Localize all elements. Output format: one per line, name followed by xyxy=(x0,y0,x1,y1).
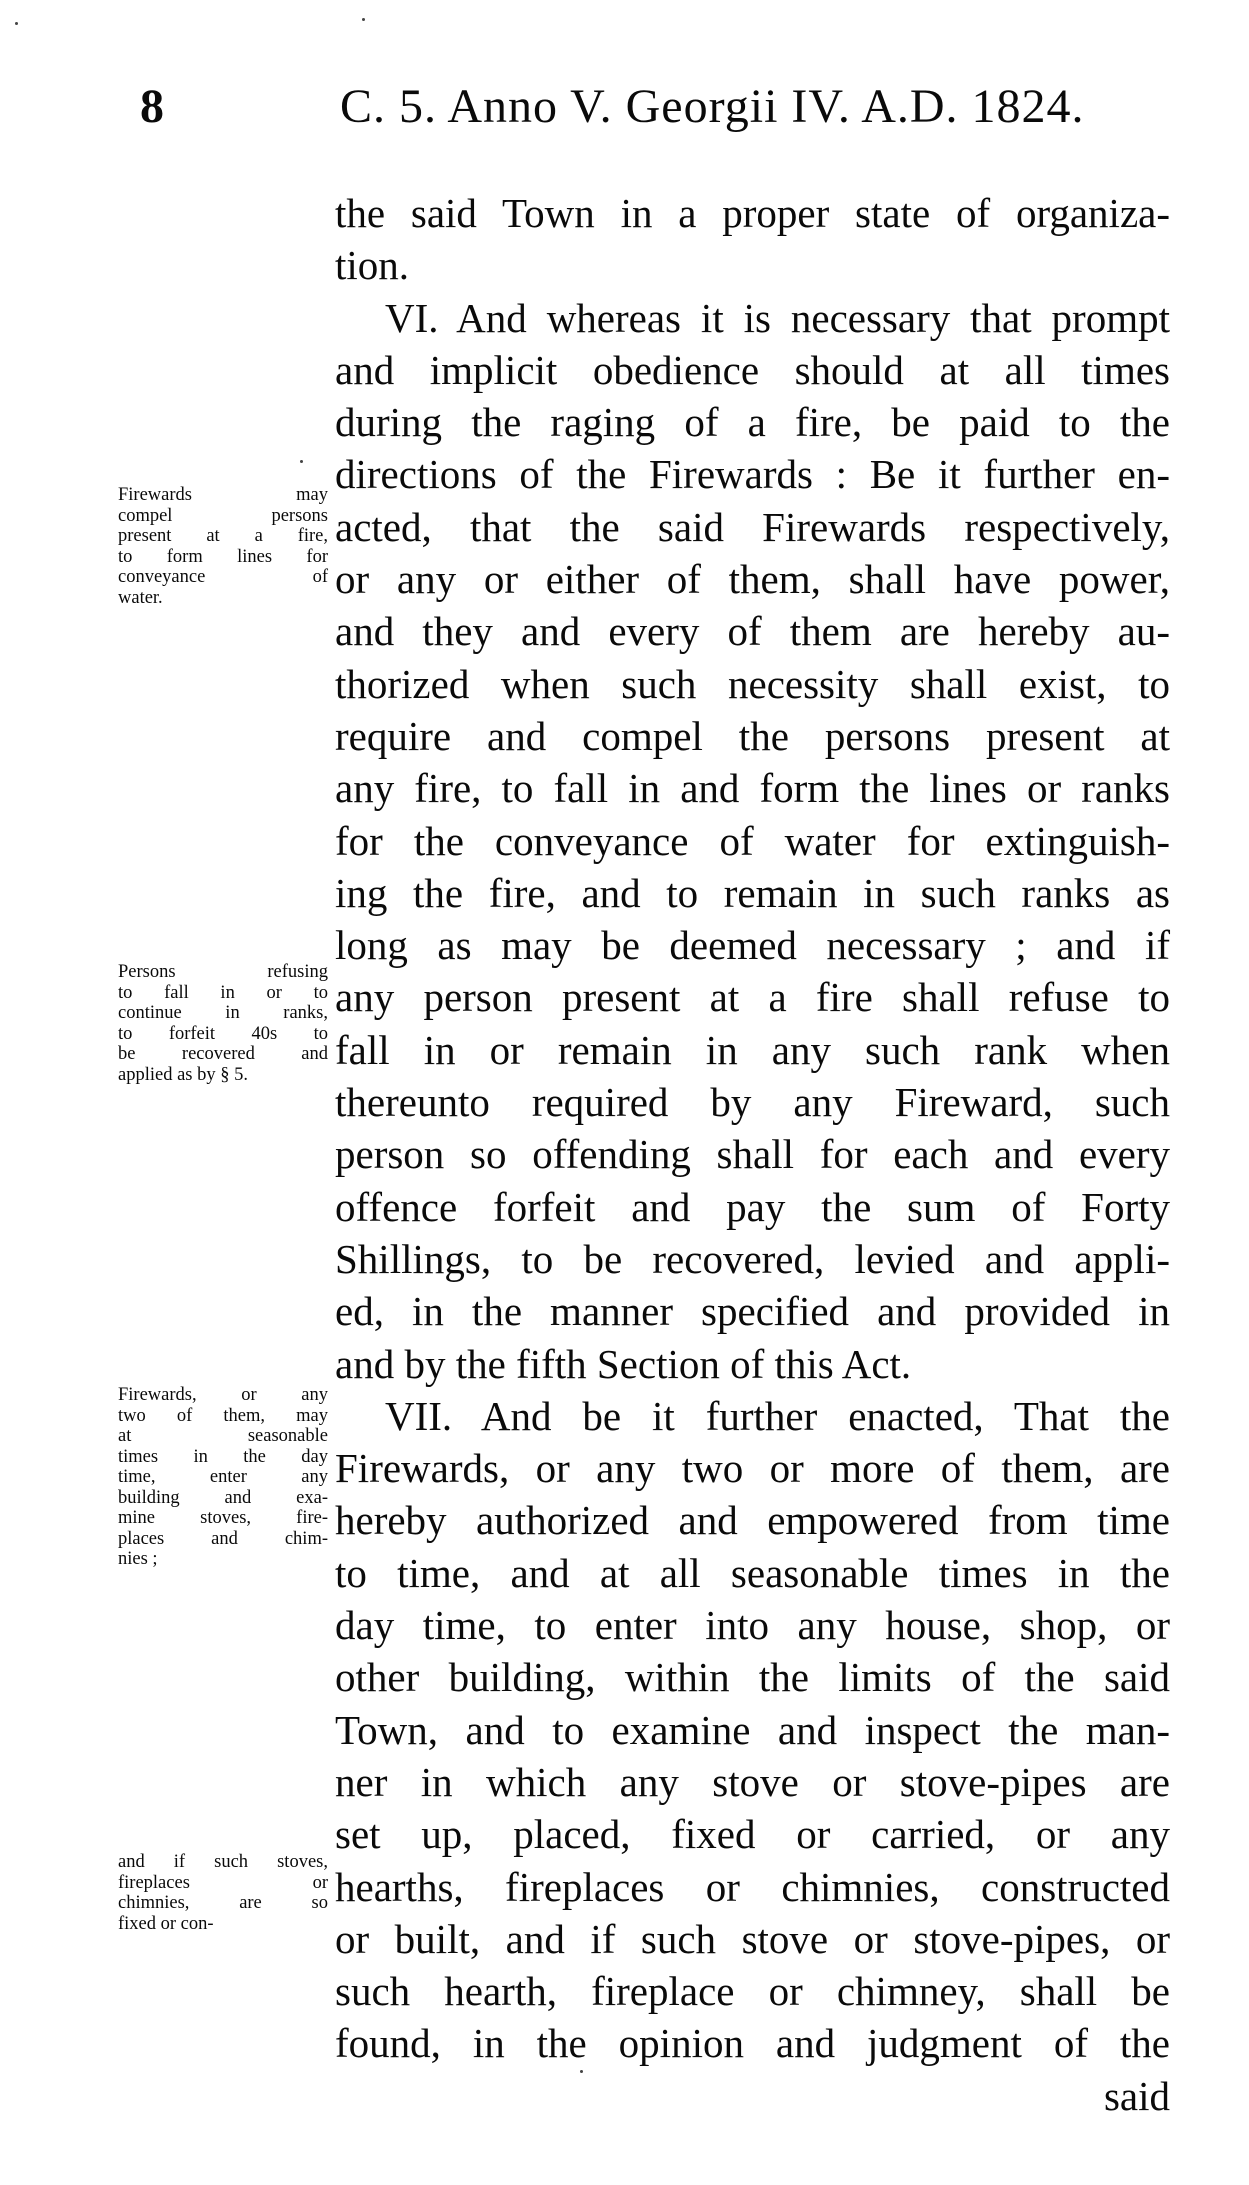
text-line: any person present at a fire shall refuse to xyxy=(335,974,1170,1021)
text-line: VII. And be it further enacted, That the xyxy=(385,1392,1170,1439)
margin-note-line: two of them, may xyxy=(118,1405,328,1426)
margin-note-line: applied as by § 5. xyxy=(118,1064,248,1085)
margin-note-line: fixed or con- xyxy=(118,1913,214,1934)
text-line: person so offending shall for each and every xyxy=(335,1131,1170,1178)
text-line: fall in or remain in any such rank when xyxy=(335,1026,1170,1073)
text-line: any fire, to fall in and form the lines or ranks xyxy=(335,765,1170,812)
text-line: said xyxy=(1103,2072,1170,2119)
margin-note-line: places and chim- xyxy=(118,1528,328,1549)
margin-note-line: at seasonable xyxy=(118,1426,328,1446)
margin-note-line: present at a fire, xyxy=(118,526,328,546)
text-line: and they and every of them are hereby au- xyxy=(335,608,1170,655)
text-line: day time, to enter into any house, shop, or xyxy=(335,1602,1170,1649)
margin-note-line: time, enter any xyxy=(118,1467,328,1487)
print-speck xyxy=(580,2070,583,2073)
text-line: and implicit obedience should at all times xyxy=(335,346,1170,393)
text-line: VI. And whereas it is necessary that prompt xyxy=(385,294,1170,341)
margin-note-line: Persons refusing xyxy=(118,962,328,982)
print-speck xyxy=(300,460,303,463)
print-speck xyxy=(362,18,365,21)
margin-note-line: to forfeit 40s to xyxy=(118,1023,328,1044)
text-line: for the conveyance of water for extinguish- xyxy=(335,817,1170,864)
text-line: Town, and to examine and inspect the man- xyxy=(335,1706,1170,1753)
text-line: require and compel the persons present at xyxy=(335,712,1170,759)
margin-note-line: Firewards, or any xyxy=(118,1385,328,1405)
print-speck xyxy=(15,22,18,25)
margin-note-line: times in the day xyxy=(118,1446,328,1467)
running-head xyxy=(140,72,1180,142)
text-line: and by the fifth Section of this Act. xyxy=(335,1340,912,1387)
margin-note-stoves-fixed xyxy=(118,1852,328,1934)
text-line: such hearth, fireplace or chimney, shall be xyxy=(335,1968,1170,2015)
body-text xyxy=(335,187,1170,2122)
text-line: ed, in the manner specified and provided in xyxy=(335,1288,1170,1335)
margin-note-line: chimnies, are so xyxy=(118,1893,328,1913)
text-line: or built, and if such stove or stove-pipes, or xyxy=(335,1915,1170,1962)
text-line: hereby authorized and empowered from time xyxy=(335,1497,1170,1544)
text-line: other building, within the limits of the said xyxy=(335,1654,1170,1701)
margin-note-line: water. xyxy=(118,587,163,608)
text-line: Shillings, to be recovered, levied and appli- xyxy=(335,1235,1170,1282)
text-line: set up, placed, fixed or carried, or any xyxy=(335,1811,1170,1858)
text-line: the said Town in a proper state of organiza- xyxy=(335,190,1170,236)
text-line: found, in the opinion and judgment of the xyxy=(335,2020,1170,2067)
text-line: or any or either of them, shall have power, xyxy=(335,556,1170,603)
margin-note-line: to form lines for xyxy=(118,546,328,567)
text-line: ing the fire, and to remain in such ranks as xyxy=(335,869,1170,916)
margin-note-line: continue in ranks, xyxy=(118,1003,328,1023)
text-line: offence forfeit and pay the sum of Forty xyxy=(335,1183,1170,1230)
page-number: 8 xyxy=(140,80,164,133)
margin-note-line: compel persons xyxy=(118,505,328,526)
text-line: tion. xyxy=(335,242,410,289)
margin-note-line: nies ; xyxy=(118,1549,158,1569)
margin-note-line: and if such stoves, xyxy=(118,1852,328,1872)
margin-note-persons-refusing xyxy=(118,962,328,1085)
text-line: thorized when such necessity shall exist, to xyxy=(335,660,1170,707)
text-line: hearths, fireplaces or chimnies, constructed xyxy=(335,1863,1170,1910)
margin-note-firewards-enter xyxy=(118,1385,328,1570)
text-line: during the raging of a fire, be paid to the xyxy=(335,399,1170,446)
margin-note-line: building and exa- xyxy=(118,1487,328,1508)
margin-note-line: mine stoves, fire- xyxy=(118,1508,328,1528)
running-head-title: C. 5. Anno V. Georgii IV. A.D. 1824. xyxy=(340,80,1085,133)
margin-note-line: to fall in or to xyxy=(118,982,328,1003)
text-line: to time, and at all seasonable times in the xyxy=(335,1549,1170,1596)
text-line: Firewards, or any two or more of them, are xyxy=(335,1445,1170,1492)
text-line: thereunto required by any Fireward, such xyxy=(335,1079,1170,1126)
margin-note-line: Firewards may xyxy=(118,485,328,505)
margin-note-line: fireplaces or xyxy=(118,1872,328,1893)
margin-note-line: conveyance of xyxy=(118,567,328,587)
text-line: long as may be deemed necessary ; and if xyxy=(335,922,1170,969)
text-line: acted, that the said Firewards respectively, xyxy=(335,503,1170,550)
margin-note-line: be recovered and xyxy=(118,1044,328,1064)
margin-note-firewards-compel xyxy=(118,485,328,608)
text-line: directions of the Firewards : Be it further en- xyxy=(335,451,1170,498)
text-line: ner in which any stove or stove-pipes are xyxy=(335,1758,1170,1805)
